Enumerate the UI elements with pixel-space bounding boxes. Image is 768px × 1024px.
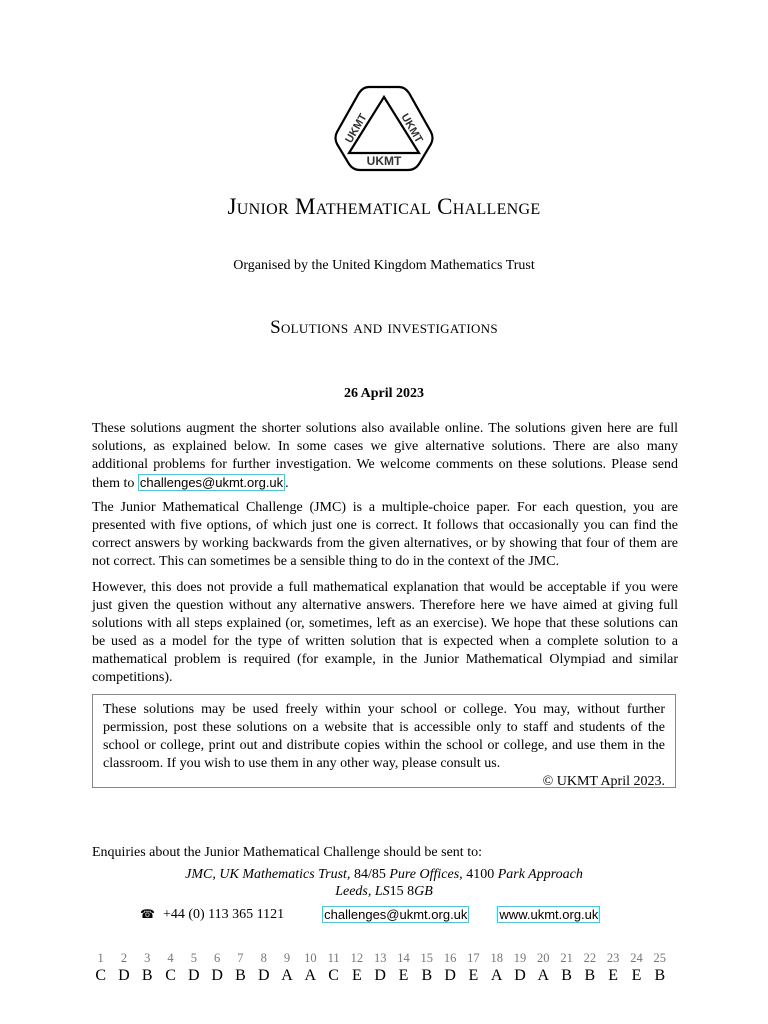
address-street-number: 4100 (462, 867, 498, 882)
question-number: 12 (350, 951, 364, 965)
answer-cell (485, 950, 508, 986)
answer-letter: A (490, 967, 503, 984)
question-number: 16 (443, 951, 457, 965)
website-link[interactable]: www.ukmt.org.uk (499, 907, 599, 922)
answer-letter: A (281, 967, 293, 984)
question-number: 11 (327, 951, 340, 965)
answer-cell (438, 950, 461, 986)
usage-notice-text: These solutions may be used freely within your school or college. You may, without further permission, post these solutions on a website that is accessible only to staff and students of the school or college, print out and distribute copies within the school or college, and use them in the classroom. If you wish to use them in any other way, please consult us. (103, 702, 665, 771)
question-number: 15 (420, 951, 434, 965)
answer-letter: D (374, 967, 386, 984)
answer-letter: B (561, 967, 572, 984)
answer-cell (392, 950, 415, 986)
answer-cell (159, 950, 182, 986)
question-number: 13 (373, 951, 387, 965)
question-number: 2 (120, 951, 128, 965)
question-number: 21 (560, 951, 573, 965)
answer-letter: E (398, 967, 409, 984)
answer-cell (555, 950, 578, 986)
address-line-2 (0, 884, 768, 900)
document-subtitle: Solutions and investigations (270, 317, 498, 338)
question-number: 20 (537, 951, 550, 965)
question-number: 22 (583, 951, 597, 965)
phone-number: +44 (0) 113 365 1121 (162, 906, 285, 922)
question-number: 25 (653, 951, 667, 965)
intro-text: These solutions augment the shorter solutions also available online. The solutions given here are full solutions, as explained below. In some cases we give alternative solutions. There are also many additional problems for further investigation. We welcome comments on these solutions. Please send them to (92, 421, 678, 491)
document-title: Junior Mathematical Challenge (227, 194, 541, 219)
answer-letter: C (95, 967, 106, 984)
answer-letter: E (608, 967, 619, 984)
question-number: 3 (144, 951, 151, 965)
logo-text-bottom: UKMT (366, 154, 402, 168)
logo-text-right: UKMT (398, 111, 425, 146)
address-postcode-end: GB (414, 884, 433, 899)
intro-period: . (285, 476, 289, 491)
answer-letter: B (235, 967, 246, 984)
answer-letter: B (654, 967, 666, 984)
answer-letter: B (141, 967, 153, 984)
question-number: 1 (97, 951, 104, 965)
answer-letter: D (514, 967, 526, 984)
usage-notice-box (92, 694, 676, 788)
address-number: 84/85 (350, 867, 390, 882)
question-number: 24 (630, 951, 643, 965)
answer-cell (322, 950, 345, 986)
answer-cell (112, 950, 135, 986)
answer-letter: E (468, 967, 479, 984)
answer-letter: B (421, 967, 433, 984)
answer-cell (299, 950, 322, 986)
answer-cell (136, 950, 159, 986)
question-number: 10 (304, 951, 317, 965)
address-building: Pure Offices, (389, 867, 463, 882)
answer-cell (415, 950, 438, 986)
question-number: 5 (190, 951, 197, 965)
address-postcode-part: 15 8 (389, 884, 415, 899)
answer-key (89, 950, 671, 986)
answer-cell (648, 950, 671, 986)
answer-letter: E (352, 967, 362, 984)
intro-email-link[interactable]: challenges@ukmt.org.uk (139, 475, 284, 490)
logo-text-left: UKMT (343, 111, 370, 146)
copyright-line: © UKMT April 2023. (542, 774, 665, 789)
answer-cell (89, 950, 112, 986)
answer-letter: B (584, 967, 596, 984)
phone-icon: ☎ (140, 907, 155, 921)
question-number: 6 (214, 951, 221, 965)
address-org: JMC, UK Mathematics Trust, (185, 867, 351, 882)
question-number: 19 (513, 951, 527, 965)
answer-cell (275, 950, 298, 986)
answer-cell (229, 950, 252, 986)
question-number: 14 (397, 951, 410, 965)
answer-cell (182, 950, 205, 986)
answer-cell (252, 950, 275, 986)
answer-cell (205, 950, 228, 986)
answer-cell (345, 950, 368, 986)
answer-cell (369, 950, 392, 986)
answer-cell (602, 950, 625, 986)
question-number: 8 (260, 951, 267, 965)
intro-paragraph (92, 420, 678, 493)
answer-cell (508, 950, 531, 986)
organiser-line: Organised by the United Kingdom Mathematics Trust (233, 258, 535, 273)
address-city: Leeds, LS (335, 884, 390, 899)
question-number: 4 (167, 951, 174, 965)
jmc-description-paragraph: The Junior Mathematical Challenge (JMC) is a multiple-choice paper. For each question, you are presented with five options, of which just one is correct. It follows that occasionally you can find the correct answers by working backwards from the given alternatives, or by showing that four of them are not correct. This can sometimes be a sensible thing to do in the context of the JMC. (92, 500, 678, 569)
answer-cell (578, 950, 601, 986)
ukmt-logo (333, 84, 435, 172)
answer-letter: E (631, 967, 642, 984)
answer-letter: D (257, 967, 270, 984)
address-line-1 (0, 867, 768, 883)
answer-letter: D (444, 967, 456, 984)
answer-letter: D (211, 967, 223, 984)
question-number: 23 (606, 951, 620, 965)
answer-letter: C (328, 967, 339, 984)
answer-letter: A (537, 967, 550, 984)
answer-cell (462, 950, 485, 986)
question-number: 7 (237, 951, 244, 965)
question-number: 18 (490, 951, 503, 965)
question-number: 9 (283, 951, 291, 965)
address-street: Park Approach (497, 867, 583, 882)
enquiries-line: Enquiries about the Junior Mathematical Challenge should be sent to: (92, 845, 482, 860)
answer-letter: D (188, 967, 200, 984)
question-number: 17 (467, 951, 480, 965)
answer-letter: D (118, 967, 130, 984)
answer-cell (532, 950, 555, 986)
document-date: 26 April 2023 (343, 386, 425, 401)
answer-letter: A (304, 967, 317, 984)
answer-cell (625, 950, 648, 986)
full-solutions-paragraph: However, this does not provide a full mathematical explanation that would be acceptable if you were just given the question without any alternative answers. Therefore here we have aimed at giving full solutions with all steps explained (or, sometimes, left as an exercise). We hope that these solutions can be used as a model for the type of written solution that is expected when a complete solution to a mathematical problem is required (for example, in the Junior Mathematical Olympiad and similar competitions). (92, 580, 678, 685)
contact-email-link[interactable]: challenges@ukmt.org.uk (324, 907, 468, 922)
contact-row (140, 906, 600, 923)
answer-letter: C (165, 967, 176, 984)
